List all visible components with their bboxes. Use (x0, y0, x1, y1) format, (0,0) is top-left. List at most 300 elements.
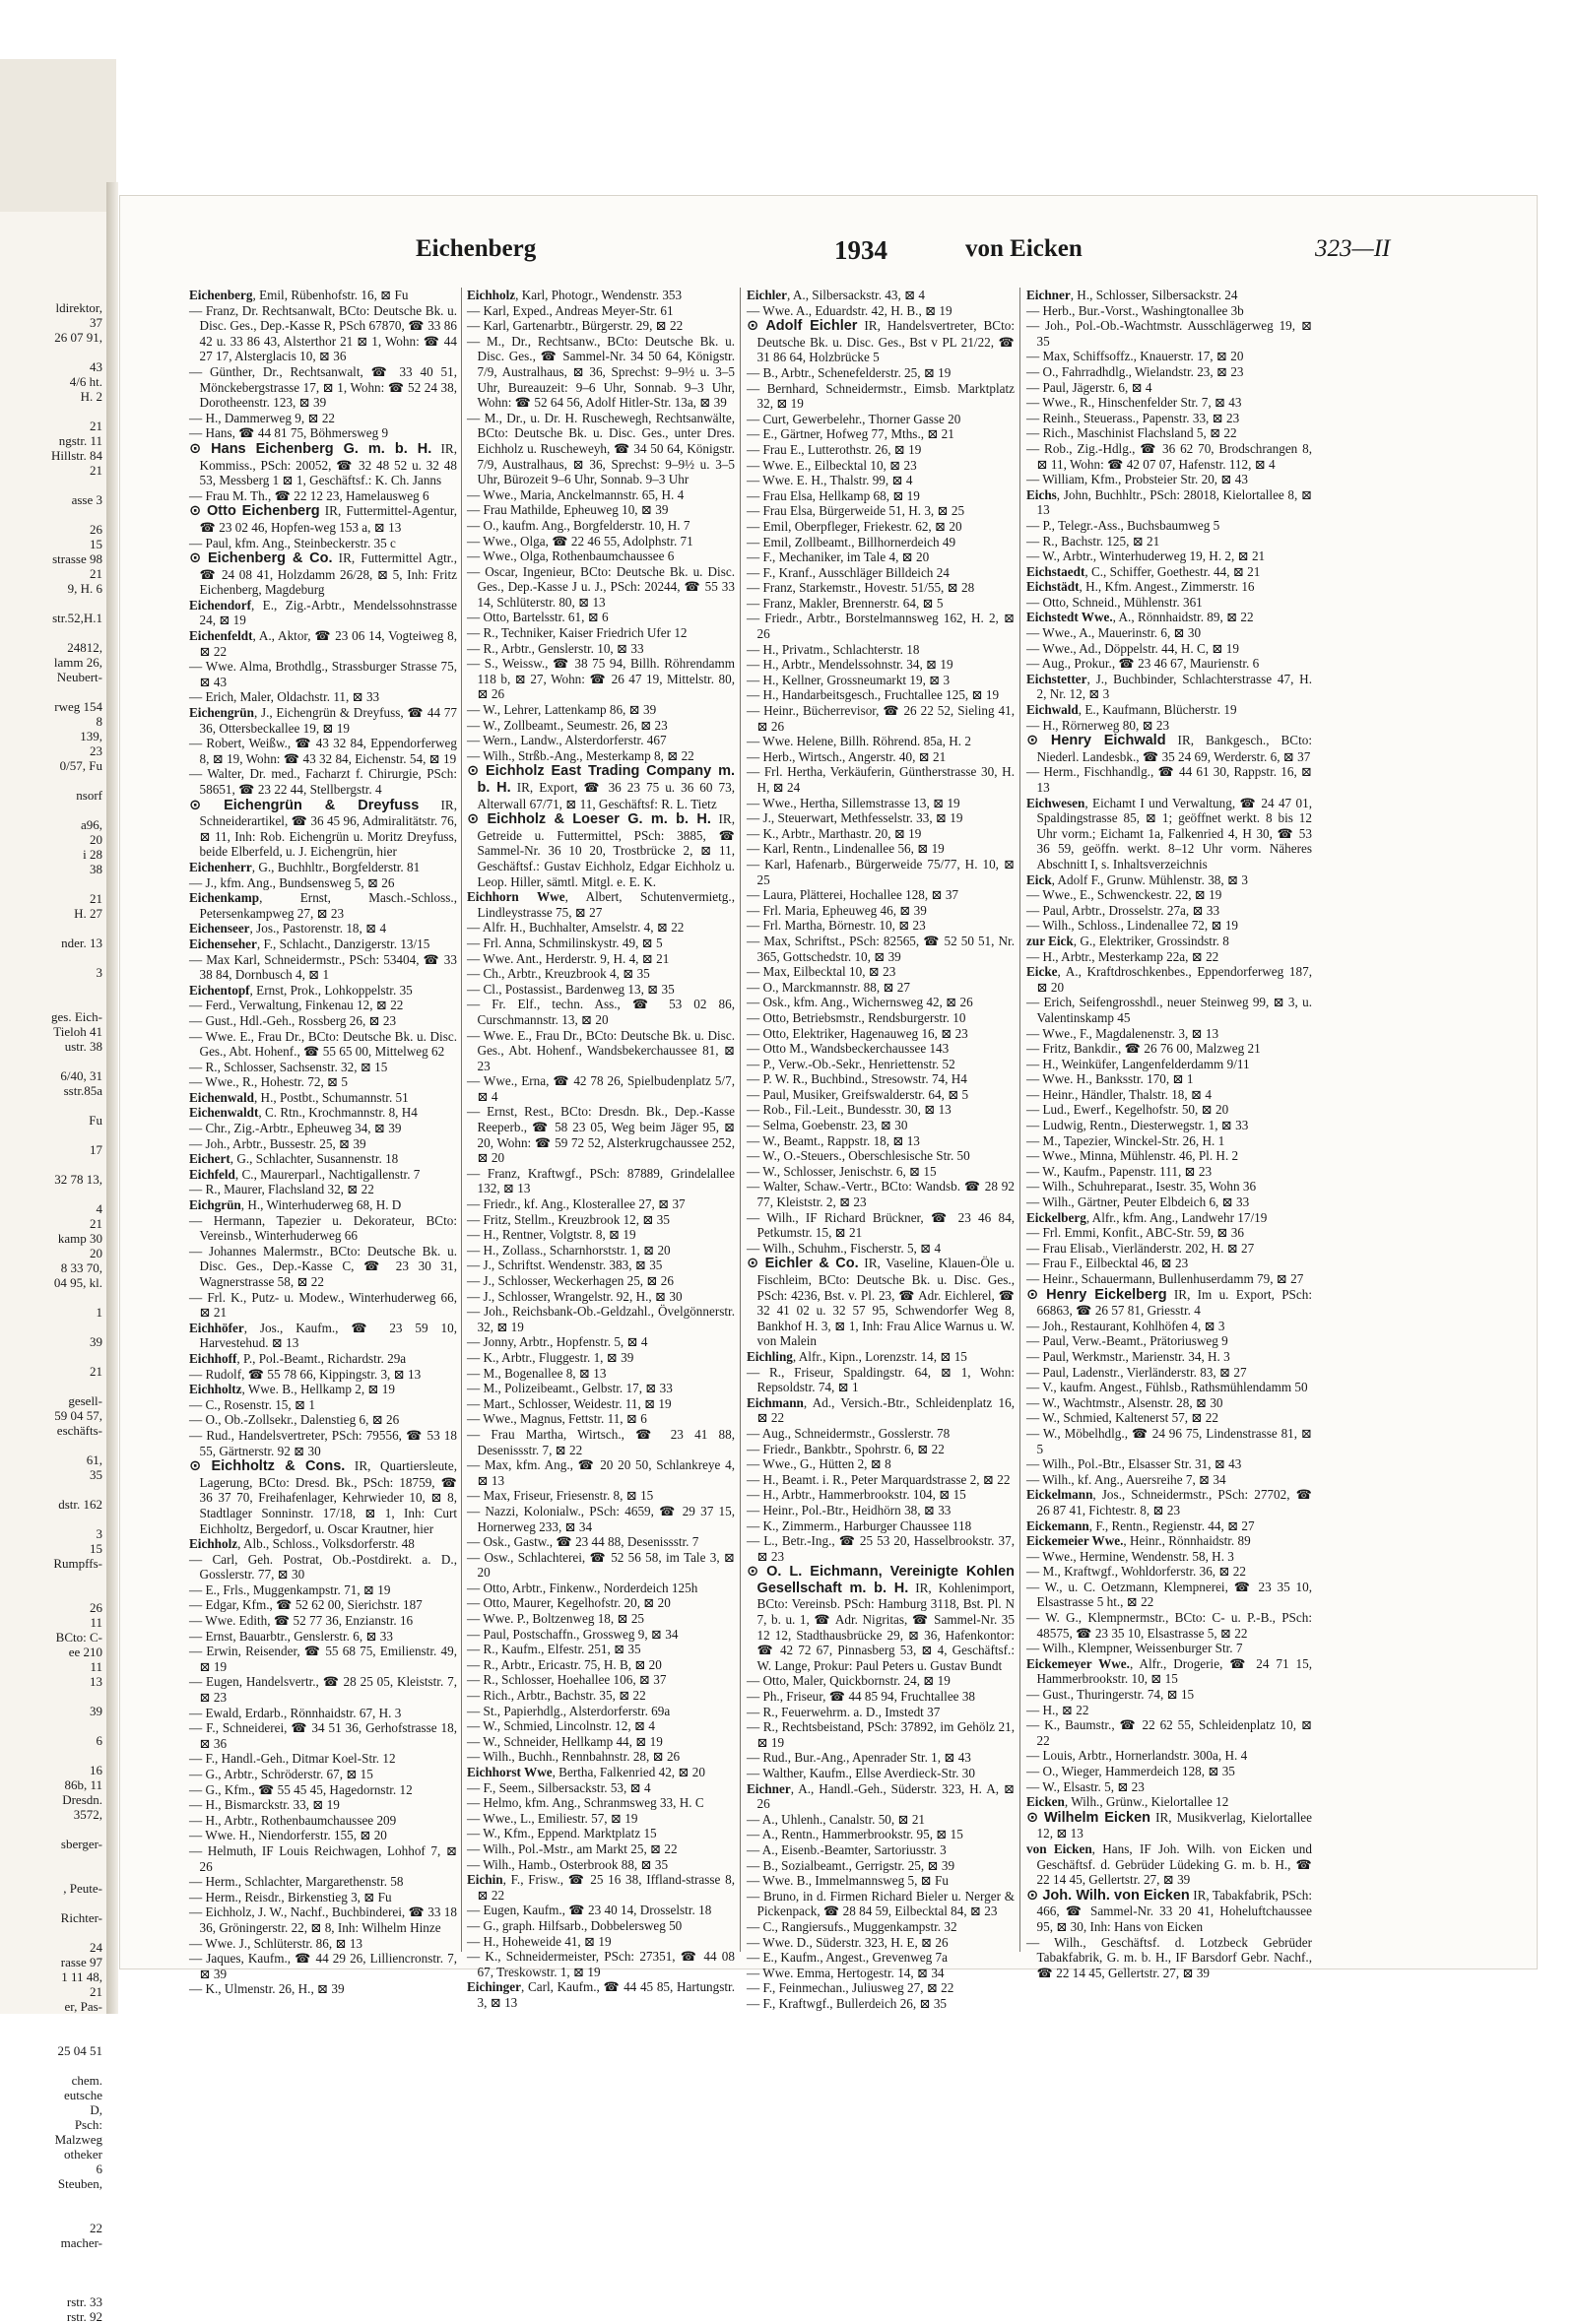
directory-entry: — W., Zollbeamt., Seumestr. 26, ⊠ 23 (467, 717, 668, 733)
directory-entry: — Mart., Schlosser, Weidestr. 11, ⊠ 19 (467, 1395, 672, 1411)
directory-entry: Eichhorst Wwe, Bertha, Falkenried 42, ⊠ 20 (467, 1765, 705, 1779)
facing-page-line (0, 596, 106, 611)
directory-entry: ⊙ Wilhelm Eicken IR, Musikverlag, Kielortallee 12, ⊠ 13 (1026, 1809, 1312, 1841)
directory-entry: — Wwe., Maria, Anckelmannstr. 65, H. 4 (467, 486, 685, 502)
facing-page-line (0, 2058, 106, 2073)
facing-page-line: otheker (64, 2147, 102, 2162)
facing-page-line: rasse 97 (60, 1955, 102, 1969)
directory-entry: Eichmann, Ad., Versich.-Btr., Schleidenplatz 16, ⊠ 22 (747, 1394, 1015, 1426)
directory-entry: — Jonny, Arbtr., Hopfenstr. 5, ⊠ 4 (467, 1334, 648, 1350)
directory-entry: — R., Techniker, Kaiser Friedrich Ufer 12 (467, 625, 688, 641)
directory-entry: — Joh., Pol.-Ob.-Wachtmstr. Ausschlägerweg 19, ⊠ 35 (1026, 318, 1312, 349)
directory-entry: — H., Rörnerweg 80, ⊠ 23 (1026, 717, 1170, 733)
directory-entry: Eichler, A., Silbersackstr. 43, ⊠ 4 (747, 288, 926, 302)
directory-entry: — F., Feinmechan., Juliusweg 27, ⊠ 22 (747, 1980, 954, 1996)
directory-entry: Eichenherr, G., Buchhltr., Borgfelderstr. 81 (189, 859, 421, 874)
directory-entry: — Frau E., Lutterothstr. 26, ⊠ 19 (747, 441, 922, 457)
facing-page-line: 8 (96, 714, 102, 729)
facing-page-line: 3 (96, 1526, 102, 1541)
facing-page-line: 21 (90, 891, 102, 906)
directory-entry: — Eugen, Handelsvertr., ☎ 28 25 05, Kleiststr. 7, ⊠ 23 (189, 1674, 457, 1706)
page-header (120, 235, 1537, 275)
directory-entry: — J., Schriftst. Wendenstr. 383, ⊠ 35 (467, 1258, 663, 1273)
directory-entry: — V., kaufm. Angest., Fühlsb., Rathsmühlendamm 50 (1026, 1380, 1308, 1395)
facing-page-line: sberger- (60, 1837, 102, 1851)
facing-page-line: 6/40, 31 (60, 1068, 102, 1083)
facing-page-line: Hillstr. 84 (50, 448, 102, 463)
facing-page-line (0, 1379, 106, 1393)
facing-page-line: sstr.85a (63, 1083, 102, 1098)
facing-page-line: 86b, 11 (64, 1777, 102, 1792)
directory-entry: — Heinr., Pol.-Btr., Heidhörn 38, ⊠ 33 (747, 1502, 952, 1517)
directory-entry: — P., Verw.-Ob.-Sekr., Henriettenstr. 52 (747, 1056, 955, 1071)
directory-entry: — Wwe. H., Niendorferstr. 155, ⊠ 20 (189, 1828, 387, 1843)
facing-page-line: 21 (90, 566, 102, 581)
facing-page-line (0, 1822, 106, 1837)
directory-entry: — Wern., Landw., Alsterdorferstr. 467 (467, 733, 667, 748)
directory-page (120, 196, 1537, 2011)
directory-entry: ⊙ Eichler & Co. IR, Vaseline, Klauen-Öle u. Fischleim, BCto: Deutsche Bk. u. Disc. Ges., PSch: 4236, Bst. v. Pl. 23, ☎ Adr. Eichlerel, ☎ 32 41 02 u. 32 57 95, Schwendorfer Weg 8, Bankhof H. 3, ⊠ 1, Inh: Frau Alice Warnus u. W. von Malein (747, 1256, 1015, 1349)
facing-page-line: strasse 98 (52, 551, 102, 566)
directory-entry: Eichholz, Alb., Schloss., Volksdorferstr. 48 (189, 1536, 415, 1552)
directory-entry: — Paul, Musiker, Greifswalderstr. 64, ⊠ 5 (747, 1086, 969, 1102)
directory-entry: — P., Telegr.-Ass., Buchsbaumweg 5 (1026, 517, 1220, 533)
directory-entry: — Frau Elsa, Hellkamp 68, ⊠ 19 (747, 487, 920, 503)
directory-entry: Eichling, Alfr., Kipn., Lorenzstr. 14, ⊠ 15 (747, 1348, 967, 1364)
facing-page-line: nder. 13 (61, 936, 102, 950)
directory-entry: — W., Kfm., Eppend. Marktplatz 15 (467, 1826, 657, 1841)
facing-page-line: BCto: C- (55, 1630, 102, 1645)
directory-entry: — Selma, Goebenstr. 23, ⊠ 30 (747, 1118, 908, 1133)
directory-entry: — Joh., Restaurant, Kohlhöfen 4, ⊠ 3 (1026, 1318, 1225, 1333)
facing-page-line: 3572, (73, 1807, 102, 1822)
directory-entry: — Emil, Oberpfleger, Friekestr. 62, ⊠ 20 (747, 518, 962, 534)
facing-page-line: chem. (71, 2073, 102, 2088)
directory-entry: — B., Sozialbeamt., Gerrigstr. 25, ⊠ 39 (747, 1857, 955, 1873)
facing-page-line: ngstr. 11 (58, 433, 102, 448)
directory-entry: — Rich., Arbtr., Bachstr. 35, ⊠ 22 (467, 1688, 646, 1704)
facing-page-line (0, 995, 106, 1009)
directory-entry: — Otto, Betriebsmstr., Rendsburgerstr. 10 (747, 1009, 966, 1025)
directory-entry: — P. W. R., Buchbind., Stresowstr. 74, H4 (747, 1071, 967, 1087)
directory-entry: — F., Schneiderei, ☎ 34 51 36, Gerhofstrasse 18, ⊠ 36 (189, 1720, 457, 1751)
directory-entry: — Aug., Prokur., ☎ 23 46 67, Maurienstr. 6 (1026, 656, 1260, 672)
directory-entry: Eichner, A., Handl.-Geh., Süderstr. 323, H. A, ⊠ 26 (747, 1780, 1015, 1812)
facing-page-line: 26 (90, 1600, 102, 1615)
directory-entry: — Frl. K., Putz- u. Modew., Winterhuderweg 66, ⊠ 21 (189, 1289, 457, 1321)
directory-entry: — Frau Elisab., Vierländerstr. 202, H. ⊠ 27 (1026, 1240, 1255, 1256)
directory-entry: — Herm., Schlachter, Margarethenstr. 58 (189, 1874, 404, 1890)
directory-entry: ⊙ Eichholz East Trading Company m. b. H. IR, Export, ☎ 36 23 75 u. 36 60 73, Alterwall 67/71, ⊠ 11, Geschäftsf: R. L. Tietz (467, 763, 735, 811)
directory-entry: Eichgrün, H., Winterhuderweg 68, H. D (189, 1197, 402, 1213)
directory-entry: — H., Dammerweg 9, ⊠ 22 (189, 410, 336, 425)
directory-entry: — Oscar, Ingenieur, BCto: Deutsche Bk. u. Disc. Ges., Dep.-Kasse J u. J., PSch: 20244, ☎ 55 33 14, Schlüterstr. 80, ⊠ 13 (467, 563, 735, 610)
directory-entry: — Emil, Zollbeamt., Billhornerdeich 49 (747, 534, 956, 549)
facing-page-line (0, 1585, 106, 1600)
directory-entry: — J., Steuerwart, Methfesselstr. 33, ⊠ 19 (747, 810, 963, 826)
directory-entry: — Wwe. H., Banksstr. 170, ⊠ 1 (1026, 1071, 1194, 1087)
directory-entry: — Wwe. Ant., Herderstr. 9, H. 4, ⊠ 21 (467, 950, 670, 966)
facing-page-line: 21 (90, 1364, 102, 1379)
directory-entry: — Frl. Maria, Epheuweg 46, ⊠ 39 (747, 902, 927, 918)
facing-page-line (0, 1748, 106, 1763)
directory-entry: — Frl. Hertha, Verkäuferin, Güntherstrasse 30, H. H, ⊠ 24 (747, 764, 1015, 795)
directory-entry: — Frl. Anna, Schmilinskystr. 49, ⊠ 5 (467, 935, 663, 950)
directory-entry: — W., Schneider, Hellkamp 44, ⊠ 19 (467, 1733, 663, 1749)
directory-entry: — Max, Eilbecktal 10, ⊠ 23 (747, 964, 896, 980)
directory-entry: — Paul, Arbtr., Drosselstr. 27a, ⊠ 33 (1026, 902, 1220, 918)
directory-entry: — W., Beamt., Rappstr. 18, ⊠ 13 (747, 1132, 920, 1148)
directory-entry: — R., Feuerwehrm. a. D., Imstedt 37 (747, 1704, 941, 1719)
directory-entry: — Wwe., G., Hütten 2, ⊠ 8 (747, 1456, 891, 1472)
directory-entry: — Helmuth, IF Louis Reichwagen, Lohhof 7, ⊠ 26 (189, 1842, 457, 1874)
column-divider (740, 288, 741, 1952)
directory-entry: — Frau F., Eilbecktal 46, ⊠ 23 (1026, 1256, 1189, 1271)
directory-entry: — K., Zimmerm., Harburger Chaussee 118 (747, 1517, 972, 1533)
directory-entry: — J., kfm. Ang., Bundsensweg 5, ⊠ 26 (189, 874, 395, 890)
facing-page-line (0, 1571, 106, 1585)
facing-page-line: Malzweg (54, 2132, 102, 2147)
directory-entry: ⊙ Hans Eichenberg G. m. b. H. IR, Kommiss., PSch: 20052, ☎ 32 48 52 u. 32 48 53, Messberg 1 ⊠ 1, Geschäftsf.: K. Ch. Janns (189, 440, 458, 488)
directory-entry: Eichenberg, Emil, Rübenhofstr. 16, ⊠ Fu (189, 288, 409, 302)
directory-entry: — Otto, Schneid., Mühlenstr. 361 (1026, 594, 1203, 610)
directory-entry: — O., Ob.-Zollsekr., Dalenstieg 6, ⊠ 26 (189, 1412, 400, 1428)
directory-entry: — Wilh., Geschäftsf. d. Lotzbeck Gebrüder Tabakfabrik, G. m. b. H., IF Barsdorf Gebr. Nachf., ☎ 22 14 45, Gellertstr. 27, ⊠ 39 (1026, 1934, 1312, 1980)
facing-page-line: 20 (90, 1246, 102, 1260)
facing-page-line: 4 (96, 1201, 102, 1216)
directory-entry: — R., Bachstr. 125, ⊠ 21 (1026, 533, 1160, 549)
column-divider (461, 288, 462, 1952)
facing-page-line: Fu (89, 1113, 102, 1128)
directory-entry: — H., Arbtr., Mendelssohnstr. 34, ⊠ 19 (747, 657, 953, 673)
directory-entry: Eichwesen, Eichamt I und Verwaltung, ☎ 24 47 01, Spaldingstrasse 85, ⊠ 1; geöffnet werkt. 8 bis 12 Uhr vorm.; Eichamt 1a, Falkenried 4, H 30, ☎ 53 36 59, geöffn. werkt. 8–12 Uhr vorm. Näheres Abschnitt I, s. Inhaltsverzeichnis (1026, 795, 1312, 872)
directory-entry: — Otto, Maurer, Kegelhofstr. 20, ⊠ 20 (467, 1595, 671, 1611)
directory-entry: — H., Handarbeitsgesch., Fruchtallee 125, ⊠ 19 (747, 687, 1000, 703)
directory-entry: Eichengrün, J., Eichengrün & Dreyfuss, ☎ 44 77 36, Ottersbeckallee 19, ⊠ 19 (189, 705, 457, 736)
directory-entry: — W., Wachtmstr., Alsenstr. 28, ⊠ 30 (1026, 1394, 1223, 1410)
facing-page-line: gesell- (68, 1393, 102, 1408)
directory-entry: — Helmo, kfm. Ang., Schranmsweg 33, H. C (467, 1795, 704, 1811)
directory-entry: — Bernhard, Schneidermstr., Eimsb. Marktplatz 32, ⊠ 19 (747, 380, 1015, 412)
facing-page-line: 16 (90, 1763, 102, 1777)
directory-entry: — E., Kaufm., Angest., Grevenweg 7a (747, 1950, 948, 1966)
directory-entry: — Otto, Elektriker, Hagenauweg 16, ⊠ 23 (747, 1025, 968, 1041)
directory-entry: Eicke, A., Kraftdroschkenbes., Eppendorferweg 187, ⊠ 20 (1026, 964, 1312, 995)
directory-entry: — F., Kranf., Ausschläger Billdeich 24 (747, 564, 950, 580)
directory-entry: — Karl, Rentn., Lindenallee 56, ⊠ 19 (747, 841, 945, 857)
directory-entry: — Ewald, Erdarb., Rönnhaidstr. 67, H. 3 (189, 1705, 402, 1720)
directory-entry: — K., Schneidermeister, PSch: 27351, ☎ 44 08 67, Treskowstr. 1, ⊠ 19 (467, 1949, 735, 1979)
directory-entry: — Erwin, Reisender, ☎ 55 68 75, Emilienstr. 49, ⊠ 19 (189, 1644, 457, 1674)
directory-entry: — W., O.-Steuers., Oberschlesische Str. 50 (747, 1148, 970, 1164)
directory-entry: — M., Dr., u. Dr. H. Ruschewegh, Rechtsanwälte, BCto: Deutsche Bk. u. Disc. Ges., unter Dres. Eichholz u. Ruscheweyh, ☎ 34 50 64, Königstr. 7/9, Australhaus, ⊠ 36, Sprechst: 9–9½ u. 3–5 Uhr, Bürozeit 9–6 Uhr, Sonnab. 9–3 Uhr (467, 410, 735, 487)
facing-page-line: 43 (90, 359, 102, 374)
facing-page-line: rstr. 33 (66, 2294, 102, 2309)
directory-entry: — Laura, Plätterei, Hochallee 128, ⊠ 37 (747, 887, 959, 903)
directory-entry: — K., Baumstr., ☎ 22 62 55, Schleidenplatz 10, ⊠ 22 (1026, 1717, 1312, 1748)
facing-page-line: 61, (86, 1452, 102, 1467)
directory-entry: — Gust., Hdl.-Geh., Rossberg 26, ⊠ 23 (189, 1012, 397, 1028)
facing-page-line (0, 2206, 106, 2221)
directory-entry: — Rudolf, ☎ 55 78 66, Kippingstr. 3, ⊠ 13 (189, 1366, 422, 1382)
directory-entry: — Wwe., R., Hinschenfelder Str. 7, ⊠ 43 (1026, 395, 1242, 411)
directory-entry: — Wwe., Olga, Rothenbaumchaussee 6 (467, 549, 675, 564)
directory-entry: — H., Hoheweide 41, ⊠ 19 (467, 1933, 612, 1949)
facing-page-line: 21 (90, 1216, 102, 1231)
directory-entry: ⊙ Eichholz & Loeser G. m. b. H. IR, Getreide u. Futtermittel, PSch: 3885, ☎ Sammel-Nr. 36 10 20, Trostbrücke 2, ⊠ 11, Geschäftsf.: Gustav Eichholz, Edgar Eichholz u. Leop. Hiller, sämtl. Mitgl. e. E. K. (467, 811, 735, 889)
directory-entry: — Frau Martha, Wirtsch., ☎ 23 41 88, Desenissstr. 7, ⊠ 22 (467, 1426, 735, 1457)
facing-page-line (0, 2014, 106, 2029)
directory-entry: — R., Friseur, Spaldingstr. 64, ⊠ 1, Wohn: Repsoldstr. 74, ⊠ 1 (747, 1364, 1015, 1395)
directory-entry: — Wilh., Klempner, Weissenburger Str. 7 (1026, 1641, 1243, 1656)
directory-entry: — H., ⊠ 22 (1026, 1702, 1089, 1717)
facing-page-line: eschäfts- (56, 1423, 102, 1438)
facing-page-line: 24 (90, 1940, 102, 1955)
directory-entry: — Wwe., Ad., Döppelstr. 44, H. C, ⊠ 19 (1026, 640, 1239, 656)
directory-entry: — Ernst, Rest., BCto: Dresdn. Bk., Dep.-Kasse Reeperb., ☎ 58 23 05, Weg beim Jäger 95, ⊠ 20, Wohn: ☎ 59 72 52, Alsterkrugchaussee 252, ⊠ 20 (467, 1104, 735, 1166)
directory-entry: — Herb., Wirtsch., Angerstr. 40, ⊠ 21 (747, 748, 947, 764)
directory-entry: — Paul, kfm. Ang., Steinbeckerstr. 35 c (189, 535, 396, 550)
facing-page-line (0, 1689, 106, 1704)
facing-page-line (0, 1512, 106, 1526)
facing-page-line: 6 (96, 1733, 102, 1748)
directory-entry: — W., Kaufm., Papenstr. 111, ⊠ 23 (1026, 1163, 1213, 1179)
directory-entry: von Eicken, Hans, IF Joh. Wilh. von Eicken und Geschäftsf. d. Gebrüder Lüdeking G. m. b. H., ☎ 22 14 45, Gellertstr. 27, ⊠ 39 (1026, 1840, 1312, 1888)
directory-entry: — Osw., Schlachterei, ☎ 52 56 58, im Tale 3, ⊠ 20 (467, 1549, 735, 1581)
directory-entry: — K., Ulmenstr. 26, H., ⊠ 39 (189, 1981, 345, 1997)
directory-entry: — M., Polizeibeamt., Gelbstr. 17, ⊠ 33 (467, 1381, 673, 1396)
directory-entry: — Ernst, Bauarbtr., Genslerstr. 6, ⊠ 33 (189, 1628, 393, 1644)
directory-entry: — G., graph. Hilfsarb., Dobbelersweg 50 (467, 1917, 683, 1933)
directory-entry: — R., Schlosser, Sachsenstr. 32, ⊠ 15 (189, 1059, 388, 1074)
directory-entry: — Wwe. E., Frau Dr., BCto: Deutsche Bk. u. Disc. Ges., Abt. Hohenf., Wandsbekerchaussee 81, ⊠ 23 (467, 1027, 735, 1073)
facing-page-line: 22 (90, 2221, 102, 2235)
directory-entry: Eickelmann, Jos., Schneidermstr., PSch: 27702, ☎ 26 87 41, Fichtestr. 8, ⊠ 23 (1026, 1487, 1312, 1517)
directory-entry: — Herb., Bur.-Vorst., Washingtonallee 3b (1026, 302, 1244, 318)
facing-page-line (0, 980, 106, 995)
facing-page-line: ges. Eich- (51, 1009, 102, 1024)
directory-entry: — Ph., Friseur, ☎ 44 85 94, Fruchtallee 38 (747, 1689, 976, 1705)
directory-entry: — Joh., Reichsbank-Ob.-Geldzahl., Övelgönnerstr. 32, ⊠ 19 (467, 1304, 735, 1334)
directory-entry: — H., Arbtr., Mesterkamp 22a, ⊠ 22 (1026, 948, 1219, 964)
directory-entry: ⊙ Otto Eichenberg IR, Futtermittel-Agentur, ☎ 23 02 46, Hopfen-weg 153 a, ⊠ 13 (189, 503, 457, 535)
directory-entry: — Wilh., Hamb., Osterbrook 88, ⊠ 35 (467, 1856, 669, 1872)
directory-entry: — M., Dr., Rechtsanw., BCto: Deutsche Bk. u. Disc. Ges., ☎ Sammel-Nr. 34 50 64, Königstr. 7/9, Australhaus, ⊠ 36, Sprechst: 9–9½ u. 3–5 Uhr, Bureauzeit: 9–6 Uhr, Sonnab. 9–3 Uhr, Wohn: ☎ 52 64 56, Adolf Hitler-Str. 13a, ⊠ 39 (467, 333, 735, 411)
directory-entry: — Franz, Kraftwgf., PSch: 87889, Grindelallee 132, ⊠ 13 (467, 1165, 735, 1196)
directory-entry: — O., kaufm. Ang., Borgfelderstr. 10, H. 7 (467, 517, 690, 533)
facing-page-line: ldirektor, (55, 300, 102, 315)
facing-page-line: rstr. 92 (66, 2309, 102, 2324)
facing-page-line: macher- (60, 2235, 102, 2250)
directory-entry: — Chr., Zig.-Arbtr., Epheuweg 34, ⊠ 39 (189, 1121, 402, 1136)
facing-page-line: 37 (90, 315, 102, 330)
directory-entry: — Wilh., kf. Ang., Auersreihe 7, ⊠ 34 (1026, 1471, 1226, 1487)
facing-page-line: H. 2 (80, 389, 102, 404)
directory-entry: — Herm., Reisdr., Birkenstieg 3, ⊠ Fu (189, 1889, 392, 1904)
facing-page-line (0, 684, 106, 699)
directory-entry: — Wwe., Erna, ☎ 42 78 26, Spielbudenplatz 5/7, ⊠ 4 (467, 1073, 735, 1104)
directory-entry: — L., Betr.-Ing., ☎ 25 53 20, Hasselbrookstr. 37, ⊠ 23 (747, 1533, 1015, 1564)
directory-entry: Eichert, G., Schlachter, Susannenstr. 18 (189, 1151, 399, 1167)
directory-entry: — W., Elsastr. 5, ⊠ 23 (1026, 1778, 1145, 1794)
directory-entry: — W. G., Klempnermstr., BCto: C- u. P.-B., PSch: 48575, ☎ 23 35 10, Elsastrasse 5, ⊠ 22 (1026, 1610, 1312, 1641)
facing-page-line (0, 2265, 106, 2280)
directory-entry: — Bruno, in d. Firmen Richard Bieler u. Nerger & Pickenpack, ☎ 28 84 59, Eilbecktal 84, ⊠ 23 (747, 1888, 1015, 1919)
directory-entry: ⊙ Eichholtz & Cons. IR, Quartiersleute, Lagerung, BCto: Dresd. Bk., PSch: 18759, ☎ 36 37 70, Freihafenlager, Kehrwieder 10, ⊠ 8, Stadtlager Sonninstr. 17/18, ⊠ 1, Inh: Curt Eichholtz, Bergedorf, u. Oscar Krautner, hier (189, 1458, 457, 1536)
directory-entry: — Erich, Maler, Oldachstr. 11, ⊠ 33 (189, 689, 380, 705)
directory-entry: — Max, Schriftst., PSch: 82565, ☎ 52 50 51, Nr. 365, Gottschedstr. 10, ⊠ 39 (747, 933, 1015, 964)
directory-entry: — Walther, Kaufm., Ellse Averdieck-Str. 30 (747, 1766, 975, 1780)
directory-entry: — Heinr., Schauermann, Bullenhuserdamm 79, ⊠ 27 (1026, 1271, 1304, 1286)
directory-entry: — Friedr., Arbtr., Borstelmannsweg 162, H. 2, ⊠ 26 (747, 611, 1015, 642)
directory-entry: — H., Arbtr., Hammerbrookstr. 104, ⊠ 15 (747, 1487, 966, 1503)
directory-entry: Eichendorf, E., Zig.-Arbtr., Mendelssohnstrasse 24, ⊠ 19 (189, 597, 457, 628)
facing-page-line: ustr. 38 (64, 1039, 102, 1054)
directory-entry: — Wwe. P., Boltzenweg 18, ⊠ 25 (467, 1611, 645, 1627)
directory-entry: — Heinr., Bücherrevisor, ☎ 26 22 52, Sieling 41, ⊠ 26 (747, 703, 1015, 734)
directory-entry: — R., Schlosser, Hoehallee 106, ⊠ 37 (467, 1672, 667, 1688)
facing-page-line: 139, (80, 729, 102, 743)
directory-entry: — Wwe., A., Mauerinstr. 6, ⊠ 30 (1026, 625, 1202, 641)
directory-entry: — Wilh., Schuhm., Fischerstr. 5, ⊠ 4 (747, 1240, 942, 1256)
directory-entry: — C., Rangiersufs., Muggenkampstr. 32 (747, 1918, 957, 1934)
header-first-entry: Eichenberg (416, 235, 537, 262)
directory-entry: — Wilh., Pol.-Btr., Elsasser Str. 31, ⊠ 43 (1026, 1456, 1242, 1472)
facing-page-line: asse 3 (71, 492, 102, 507)
directory-entry: — W., Arbtr., Winterhuderweg 19, H. 2, ⊠ 21 (1026, 549, 1266, 564)
facing-page-line (0, 950, 106, 965)
directory-entry: — J., Schlosser, Weckerhagen 25, ⊠ 26 (467, 1273, 674, 1288)
directory-entry: — W., Schlosser, Jenischstr. 6, ⊠ 15 (747, 1163, 937, 1179)
directory-entry: — A., Eisenb.-Beamter, Sartoriusstr. 3 (747, 1841, 947, 1857)
directory-entry: — Wwe., Hertha, Sillemstrasse 13, ⊠ 19 (747, 795, 960, 810)
facing-page-line (0, 1866, 106, 1881)
facing-page-line: 59 04 57, (54, 1408, 102, 1423)
directory-entry: — Karl, Exped., Andreas Meyer-Str. 61 (467, 302, 674, 318)
facing-page-line (0, 1925, 106, 1940)
facing-page-line (0, 1320, 106, 1334)
directory-entry: — Wilh., IF Richard Brückner, ☎ 23 46 84, Petkumstr. 15, ⊠ 21 (747, 1209, 1015, 1241)
facing-page-line: 3 (96, 965, 102, 980)
directory-entry: — Ludwig, Rentn., Diesterwegstr. 1, ⊠ 33 (1026, 1118, 1249, 1133)
facing-page-line: 21 (90, 1984, 102, 1999)
directory-entry: Eick, Adolf F., Grunw. Mühlenstr. 38, ⊠ 3 (1026, 872, 1248, 887)
facing-page-line: 26 (90, 522, 102, 537)
facing-page-line (0, 1438, 106, 1452)
directory-entry: — F., Seem., Silbersackstr. 53, ⊠ 4 (467, 1779, 651, 1795)
directory-entry: Eichentopf, Ernst, Prok., Lohkoppelstr. 35 (189, 982, 413, 998)
facing-page-line (0, 345, 106, 359)
directory-entry: — William, Kfm., Probsteier Str. 20, ⊠ 43 (1026, 472, 1248, 487)
directory-entry: — Franz, Starkemstr., Hovestr. 51/55, ⊠ 28 (747, 580, 975, 596)
directory-entry: Eichinger, Carl, Kaufm., ☎ 44 45 85, Hartungstr. 3, ⊠ 13 (467, 1979, 735, 2010)
directory-entry: — Wwe. B., Immelmannsweg 5, ⊠ Fu (747, 1873, 949, 1889)
facing-page-line (0, 1187, 106, 1201)
directory-entry: — Rich., Maschinist Flachsland 5, ⊠ 22 (1026, 425, 1237, 441)
directory-entry: — Wwe. Alma, Brothdlg., Strassburger Strasse 75, ⊠ 43 (189, 659, 457, 689)
directory-entry: Eichhorn Wwe, Albert, Schutenvermietg., Lindleystrasse 75, ⊠ 27 (467, 889, 735, 920)
directory-entry: — R., Kaufm., Elfestr. 251, ⊠ 35 (467, 1642, 641, 1657)
facing-page-text (0, 212, 106, 2324)
directory-entry: — Wwe. D., Süderstr. 323, H. E, ⊠ 26 (747, 1934, 949, 1950)
directory-entry: — Friedr., kf. Ang., Klosterallee 27, ⊠ 37 (467, 1196, 686, 1212)
directory-entry: — Otto, Arbtr., Finkenw., Norderdeich 125h (467, 1580, 698, 1595)
facing-page-line: lamm 26, (53, 655, 102, 670)
facing-page-line: 32 78 13, (54, 1172, 102, 1187)
facing-page-line: Dresdn. (62, 1792, 102, 1807)
directory-entry: — Wilh., Pol.-Mstr., am Markt 25, ⊠ 22 (467, 1840, 678, 1856)
facing-page-line (0, 404, 106, 419)
facing-page-line (0, 876, 106, 891)
directory-column-2 (467, 288, 735, 2010)
directory-entry: — Hermann, Tapezier u. Dekorateur, BCto: Vereinsb., Winterhuderweg 66 (189, 1212, 457, 1244)
directory-entry: ⊙ Joh. Wilh. von Eicken IR, Tabakfabrik, PSch: 466, ☎ Sammel-Nr. 33 20 41, Hoheluftchaussee 95, ⊠ 30, Inh: Hans von Eicken (1026, 1887, 1312, 1934)
facing-page-line (0, 1718, 106, 1733)
facing-page-line (0, 625, 106, 640)
directory-entry: — S., Weissw., ☎ 38 75 94, Billh. Röhrendamm 118 b, ⊠ 27, Wohn: ☎ 26 47 19, Mittelstr. 80, ⊠ 26 (467, 656, 735, 702)
facing-page-line: 4/6 ht. (69, 374, 102, 389)
directory-entry: — Ch., Arbtr., Kreuzbrook 4, ⊠ 35 (467, 966, 650, 982)
facing-page-line (0, 2250, 106, 2265)
directory-entry: — Wwe. E., Eilbecktal 10, ⊠ 23 (747, 457, 917, 473)
facing-page-line: 21 (90, 463, 102, 478)
directory-entry: — Frau Mathilde, Epheuweg 10, ⊠ 39 (467, 502, 669, 518)
directory-entry: — Nazzi, Kolonialw., PSch: 4659, ☎ 29 37 15, Hornerweg 233, ⊠ 34 (467, 1503, 735, 1534)
directory-entry: — E., Gärtner, Hofweg 77, Mths., ⊠ 21 (747, 426, 954, 442)
directory-entry: — H., Bismarckstr. 33, ⊠ 19 (189, 1797, 340, 1813)
directory-entry: — Günther, Dr., Rechtsanwalt, ☎ 33 40 51, Mönckebergstrasse 17, ⊠ 1, Wohn: ☎ 52 24 38, Dorotheenstr. 123, ⊠ 39 (189, 363, 457, 411)
facing-page-line (0, 1098, 106, 1113)
directory-entry: — Max Karl, Schneidermstr., PSch: 53404, ☎ 33 38 84, Dornbusch 4, ⊠ 1 (189, 951, 457, 983)
directory-entry: — Rud., Handelsvertreter, PSch: 79556, ☎ 53 18 55, Gärtnerstr. 92 ⊠ 30 (189, 1427, 457, 1458)
facing-page-line: str.52,H.1 (52, 611, 102, 625)
directory-column-4 (1026, 288, 1312, 1980)
directory-entry: — Walter, Schaw.-Vertr., BCto: Wandsb. ☎ 28 92 77, Kleiststr. 2, ⊠ 23 (747, 1179, 1015, 1210)
facing-page-line (0, 921, 106, 936)
directory-entry: — M., Bogenallee 8, ⊠ 13 (467, 1365, 607, 1381)
directory-entry: — Max, Schiffsoffz., Knauerstr. 17, ⊠ 20 (1026, 349, 1244, 364)
directory-entry: — Wwe. Emma, Hertogestr. 14, ⊠ 34 (747, 1965, 945, 1980)
facing-page-line: Neubert- (56, 670, 102, 684)
facing-page-line: Tieloh 41 (53, 1024, 102, 1039)
directory-entry: Eichs, John, Buchhltr., PSch: 28018, Kielortallee 8, ⊠ 13 (1026, 486, 1312, 518)
directory-entry: — Ferd., Verwaltung, Finkenau 12, ⊠ 22 (189, 998, 404, 1013)
directory-entry: — M., Kraftwgf., Wohldorferstr. 36, ⊠ 22 (1026, 1564, 1246, 1580)
facing-page-line: 0/57, Fu (59, 758, 102, 773)
directory-entry: Eichhöfer, Jos., Kaufm., ☎ 23 59 10, Harvestehud. ⊠ 13 (189, 1320, 457, 1351)
directory-entry: — Otto, Maler, Quickbornstr. 24, ⊠ 19 (747, 1673, 951, 1689)
directory-entry: — Jaques, Kaufm., ☎ 44 29 26, Lilliencronstr. 7, ⊠ 39 (189, 1951, 457, 1981)
directory-entry: Eichholz, Karl, Photogr., Wendenstr. 353 (467, 288, 683, 302)
directory-entry: — H., Weinküfer, Langenfelderdamm 9/11 (1026, 1056, 1250, 1071)
facing-page-line: 11 (90, 1615, 102, 1630)
facing-page-line: er, Pas- (64, 1999, 102, 2014)
directory-entry: — H., Zollass., Scharnhorststr. 1, ⊠ 20 (467, 1242, 671, 1258)
directory-entry: — R., Rechtsbeistand, PSch: 37892, im Gehölz 21, ⊠ 19 (747, 1719, 1015, 1750)
directory-entry: — Joh., Arbtr., Bussestr. 25, ⊠ 39 (189, 1135, 366, 1151)
directory-entry: — Herm., Fischhandlg., ☎ 44 61 30, Rappstr. 16, ⊠ 13 (1026, 764, 1312, 795)
directory-entry: — Wilh., Gärtner, Peuter Elbdeich 6, ⊠ 33 (1026, 1194, 1250, 1210)
directory-entry: — Wwe. Helene, Billh. Röhrend. 85a, H. 2 (747, 734, 971, 749)
directory-entry: — Cl., Postassist., Bardenweg 13, ⊠ 35 (467, 981, 675, 997)
directory-entry: — R., Arbtr., Genslerstr. 10, ⊠ 33 (467, 640, 644, 656)
facing-page-line: Richter- (60, 1910, 102, 1925)
facing-page-line (0, 1128, 106, 1142)
directory-entry: ⊙ Henry Eickelberg IR, Im u. Export, PSch: 66863, ☎ 26 57 81, Griesstr. 4 (1026, 1286, 1312, 1319)
facing-page-line: 24812, (67, 640, 102, 655)
facing-page-line: , Peute- (63, 1881, 102, 1896)
directory-entry: ⊙ Henry Eichwald IR, Bankgesch., BCto: Niederl. Landesbk., ☎ 35 24 69, Werderstr. 6, ⊠ 37 (1026, 733, 1312, 764)
